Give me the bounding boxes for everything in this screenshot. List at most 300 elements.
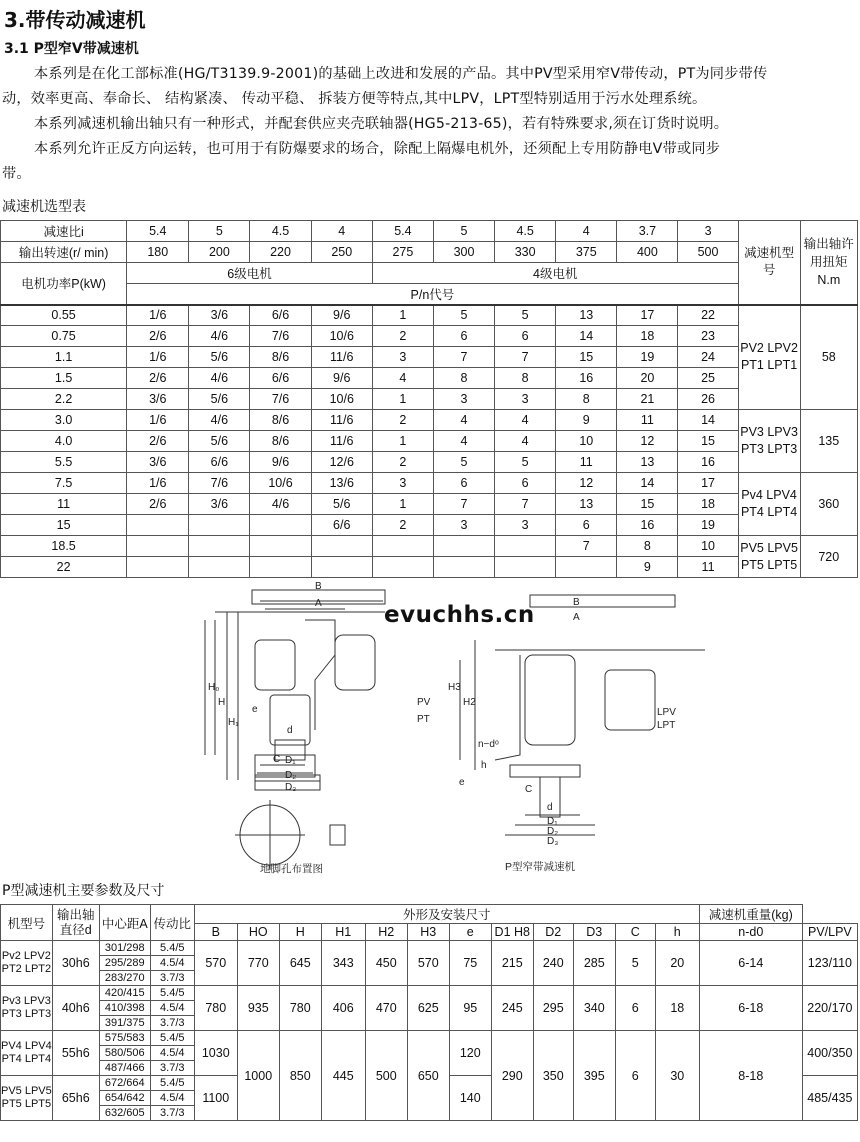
pn-code-cell <box>127 536 189 557</box>
pn-code-cell: 3/6 <box>127 389 189 410</box>
model-cell <box>738 305 800 410</box>
pn-code-cell: 5/6 <box>189 347 250 368</box>
pn-code-cell: 10 <box>678 536 738 557</box>
dim-label-D3: D₃ <box>285 782 297 793</box>
pn-code-cell: 6 <box>495 473 556 494</box>
HO-cell: 935 <box>237 986 279 1031</box>
e-cell: 95 <box>449 986 491 1031</box>
pn-code-cell: 16 <box>678 452 738 473</box>
H-cell: 645 <box>279 941 321 986</box>
pn-code-cell: 1 <box>372 494 433 515</box>
motor-4-pole: 4级电机 <box>372 263 738 284</box>
pn-code-cell: 25 <box>678 368 738 389</box>
pn-code-cell: 26 <box>678 389 738 410</box>
pn-code-cell: 1/6 <box>127 410 189 431</box>
dim-label-d-right: d <box>547 802 553 813</box>
pn-code-cell: 7/6 <box>189 473 250 494</box>
dimension-col-header: n-d0 <box>699 924 802 941</box>
model-line: PT5 LPT5 <box>740 557 798 572</box>
D1-cell: 215 <box>491 941 533 986</box>
H1-cell: 406 <box>321 986 365 1031</box>
dimension-col-header: C <box>615 924 655 941</box>
ratio-cell: 5.4/5 <box>150 986 194 1001</box>
pn-code-cell: 4 <box>495 410 556 431</box>
dim-label-nd0: n−dᵒ <box>478 739 499 750</box>
model-line: PV3 LPV3 <box>740 425 798 439</box>
pn-code-cell: 5 <box>495 305 556 326</box>
dim-label-D2-right: D₂ <box>547 826 559 837</box>
pn-code-cell: 23 <box>678 326 738 347</box>
model-line: PT3 LPT3 <box>1 1008 52 1020</box>
pn-code-cell <box>250 557 311 578</box>
dim-label-A-right: A <box>573 612 580 623</box>
pn-code-cell: 1 <box>372 389 433 410</box>
left-motor <box>335 635 375 690</box>
dim-label-C-right: C <box>525 784 533 795</box>
pn-code-cell: 6/6 <box>250 305 311 326</box>
dim-label-B: B <box>315 581 322 592</box>
pn-code-cell <box>372 536 433 557</box>
pn-code-cell: 12 <box>556 473 617 494</box>
speed-cell: 180 <box>127 242 189 263</box>
dimension-col-header: D1 H8 <box>491 924 533 941</box>
model-cell <box>1 986 53 1031</box>
pn-code-cell <box>127 515 189 536</box>
pn-code-cell: 11/6 <box>311 431 372 452</box>
pn-code-cell: 6 <box>556 515 617 536</box>
nd0-cell: 6-14 <box>699 941 802 986</box>
pn-code-cell: 9 <box>556 410 617 431</box>
pn-code-cell: 10 <box>556 431 617 452</box>
center-cell: 283/270 <box>99 971 150 986</box>
ratio-cell: 3.7/3 <box>150 971 194 986</box>
ratio-cell: 4 <box>311 221 372 242</box>
dim-label-e: e <box>252 704 258 715</box>
pn-code-cell: 17 <box>617 305 678 326</box>
pn-code-cell: 14 <box>678 410 738 431</box>
pn-code-cell: 2/6 <box>127 431 189 452</box>
pn-code-cell: 6/6 <box>189 452 250 473</box>
ratio-cell: 5 <box>189 221 250 242</box>
pn-code-cell: 18 <box>617 326 678 347</box>
pn-code-cell: 3 <box>433 515 494 536</box>
model-line: Pv3 LPV3 <box>1 995 51 1007</box>
nd0-cell: 6-18 <box>699 986 802 1031</box>
speed-cell: 300 <box>433 242 494 263</box>
ratio-cell: 4.5/4 <box>150 956 194 971</box>
pn-code-cell: 11 <box>617 410 678 431</box>
pn-code-cell <box>433 536 494 557</box>
pn-code-cell: 5/6 <box>189 431 250 452</box>
pn-code-cell: 13 <box>556 494 617 515</box>
dimension-col-header: H1 <box>321 924 365 941</box>
pn-code-cell <box>372 557 433 578</box>
ratio-cell: 3 <box>678 221 738 242</box>
speed-cell: 275 <box>372 242 433 263</box>
model-header <box>738 221 800 305</box>
ratio-cell: 5 <box>433 221 494 242</box>
ratio-header: 减速比i <box>1 221 127 242</box>
pn-code-header: P/n代号 <box>127 284 738 305</box>
pn-code-cell: 5 <box>433 305 494 326</box>
pn-code-cell: 4/6 <box>189 410 250 431</box>
pn-code-cell <box>189 515 250 536</box>
H-cell: 850 <box>279 1031 321 1121</box>
pn-code-cell <box>189 557 250 578</box>
left-caption: 地脚孔布置图 <box>260 863 323 875</box>
B-cell: 780 <box>194 986 237 1031</box>
dimension-col-header: e <box>449 924 491 941</box>
shaft-cell: 55h6 <box>52 1031 99 1076</box>
pn-code-cell: 12/6 <box>311 452 372 473</box>
D2-cell: 295 <box>533 986 573 1031</box>
shaft-header: 输出轴直径d <box>52 905 99 941</box>
C-cell: 6 <box>615 986 655 1031</box>
pn-code-cell: 22 <box>678 305 738 326</box>
center-cell: 632/605 <box>99 1106 150 1121</box>
pn-code-cell: 3 <box>495 389 556 410</box>
dimension-col-header: H <box>279 924 321 941</box>
ratio-cell: 4.5 <box>250 221 311 242</box>
section-heading: 3.带传动减速机 <box>4 8 146 32</box>
pn-code-cell: 7/6 <box>250 389 311 410</box>
model-line: PT4 LPT4 <box>740 505 798 519</box>
model-cell <box>738 473 800 536</box>
pn-code-cell: 8/6 <box>250 347 311 368</box>
B-cell: 570 <box>194 941 237 986</box>
e-cell: 120 <box>449 1031 491 1076</box>
pn-code-cell: 3 <box>433 389 494 410</box>
power-cell: 4.0 <box>1 431 127 452</box>
dimension-col-header: H3 <box>407 924 449 941</box>
model-line: PT2 LPT2 <box>1 963 52 975</box>
pn-code-cell: 4 <box>372 368 433 389</box>
ratio-header: 传动比 <box>150 905 194 941</box>
power-cell: 0.75 <box>1 326 127 347</box>
selection-table-title: 减速机选型表 <box>2 199 86 215</box>
ratio-cell: 3.7 <box>617 221 678 242</box>
motor-6-pole: 6级电机 <box>127 263 373 284</box>
dim-label-D1-right: D₁ <box>547 816 558 827</box>
ratio-cell: 5.4/5 <box>150 1076 194 1091</box>
right-motor <box>605 670 655 730</box>
paragraph-line: 带。 <box>2 166 31 182</box>
power-header: 电机功率P(kW) <box>1 263 127 305</box>
H2-cell: 450 <box>365 941 407 986</box>
pn-code-cell: 7 <box>556 536 617 557</box>
pn-code-cell: 9/6 <box>311 368 372 389</box>
dim-label-D3-right: D₃ <box>547 836 559 847</box>
dim-label-D2: D₂ <box>285 770 297 781</box>
dim-label-H3: H3 <box>448 682 461 693</box>
torque-cell: 135 <box>800 410 857 473</box>
dim-label-e-right: e <box>459 777 465 788</box>
watermark: evuchhs.cn <box>384 602 535 628</box>
dim-label-d: d <box>287 725 293 736</box>
model-line: PT3 LPT3 <box>740 442 798 456</box>
pn-code-cell: 14 <box>617 473 678 494</box>
ratio-cell: 3.7/3 <box>150 1061 194 1076</box>
power-cell: 18.5 <box>1 536 127 557</box>
H-cell: 780 <box>279 986 321 1031</box>
speed-cell: 200 <box>189 242 250 263</box>
pn-code-cell <box>311 536 372 557</box>
dimension-col-header: B <box>194 924 237 941</box>
H1-cell: 343 <box>321 941 365 986</box>
H1-cell: 445 <box>321 1031 365 1121</box>
pn-code-cell: 17 <box>678 473 738 494</box>
pn-code-cell: 1/6 <box>127 347 189 368</box>
power-cell: 22 <box>1 557 127 578</box>
H2-cell: 470 <box>365 986 407 1031</box>
h-cell: 30 <box>655 1031 699 1121</box>
ratio-cell: 4.5/4 <box>150 1046 194 1061</box>
pn-code-cell: 8 <box>556 389 617 410</box>
dim-label-H1: H₁ <box>228 717 239 728</box>
pn-code-cell: 6 <box>495 326 556 347</box>
pn-code-cell: 3/6 <box>127 452 189 473</box>
dim-label-A: A <box>315 598 322 609</box>
ratio-cell: 4.5 <box>495 221 556 242</box>
center-cell: 420/415 <box>99 986 150 1001</box>
model-cell <box>738 410 800 473</box>
paragraph-line: 动，效率更高、奉命长、 结构紧凑、 传动平稳、 拆装方便等特点,其中LPV，LPT型特别适用于污水处理系统。 <box>2 91 707 107</box>
paragraph-line: 本系列减速机输出轴只有一种形式，并配套供应夹壳联轴器(HG5-213-65)，若有特殊要求,须在订货时说明。 <box>34 116 729 132</box>
pn-code-cell: 1 <box>372 431 433 452</box>
pn-code-cell: 3/6 <box>189 305 250 326</box>
dim-label-h: h <box>481 760 487 771</box>
model-line: PT5 LPT5 <box>1 1098 52 1110</box>
pn-code-cell: 13 <box>617 452 678 473</box>
power-cell: 5.5 <box>1 452 127 473</box>
pn-code-cell: 5/6 <box>311 494 372 515</box>
pn-code-cell: 7/6 <box>250 326 311 347</box>
pn-code-cell: 7 <box>495 494 556 515</box>
pn-code-cell: 11 <box>556 452 617 473</box>
e-cell: 140 <box>449 1076 491 1121</box>
pn-code-cell <box>127 557 189 578</box>
model-label-lpv: LPV <box>657 707 676 718</box>
pn-code-cell: 10/6 <box>311 389 372 410</box>
speed-cell: 375 <box>556 242 617 263</box>
weight-cell: 220/170 <box>802 986 857 1031</box>
center-cell: 580/506 <box>99 1046 150 1061</box>
D2-cell: 350 <box>533 1031 573 1121</box>
HO-cell: 1000 <box>237 1031 279 1121</box>
D1-cell: 245 <box>491 986 533 1031</box>
dimension-col-header: PV/LPV <box>802 924 857 941</box>
pn-code-cell: 4 <box>495 431 556 452</box>
pn-code-cell: 4 <box>433 431 494 452</box>
ratio-cell: 3.7/3 <box>150 1016 194 1031</box>
D2-cell: 240 <box>533 941 573 986</box>
pn-code-cell: 21 <box>617 389 678 410</box>
pn-code-cell <box>189 536 250 557</box>
torque-header <box>800 221 857 305</box>
model-header-text: 减速机型号 <box>744 246 795 278</box>
pn-code-cell: 8 <box>495 368 556 389</box>
pn-code-cell: 11/6 <box>311 347 372 368</box>
center-cell: 654/642 <box>99 1091 150 1106</box>
HO-cell: 770 <box>237 941 279 986</box>
pn-code-cell: 18 <box>678 494 738 515</box>
power-cell: 7.5 <box>1 473 127 494</box>
pn-code-cell: 2/6 <box>127 494 189 515</box>
D3-cell: 340 <box>573 986 615 1031</box>
pn-code-cell <box>433 557 494 578</box>
pn-code-cell <box>556 557 617 578</box>
C-cell: 6 <box>615 1031 655 1121</box>
ratio-cell: 4.5/4 <box>150 1001 194 1016</box>
pn-code-cell: 2/6 <box>127 326 189 347</box>
speed-cell: 330 <box>495 242 556 263</box>
torque-cell: 720 <box>800 536 857 578</box>
power-cell: 2.2 <box>1 389 127 410</box>
pn-code-cell: 6 <box>433 326 494 347</box>
model-cell <box>1 1076 53 1121</box>
pn-code-cell: 9/6 <box>311 305 372 326</box>
dimension-col-header: D2 <box>533 924 573 941</box>
center-cell: 575/583 <box>99 1031 150 1046</box>
dim-label-D1: D₁ <box>285 755 296 766</box>
pn-code-cell: 15 <box>617 494 678 515</box>
center-header: 中心距A <box>99 905 150 941</box>
speed-cell: 220 <box>250 242 311 263</box>
pn-code-cell: 3 <box>495 515 556 536</box>
pn-code-cell: 13/6 <box>311 473 372 494</box>
dim-label-H0: H₀ <box>208 682 220 693</box>
model-cell <box>1 941 53 986</box>
model-line: Pv2 LPV2 <box>1 950 51 962</box>
pn-code-cell: 5/6 <box>189 389 250 410</box>
dimension-table <box>0 904 858 1121</box>
dimension-col-header: H2 <box>365 924 407 941</box>
speed-cell: 500 <box>678 242 738 263</box>
torque-header-text: 输出轴许用扭矩N.m <box>803 237 854 288</box>
dim-label-C: C <box>273 754 281 765</box>
dim-label-H: H <box>218 697 226 708</box>
pn-code-cell: 2 <box>372 452 433 473</box>
model-line: PT1 LPT1 <box>740 358 798 373</box>
torque-cell: 58 <box>800 305 857 410</box>
ratio-cell: 5.4 <box>127 221 189 242</box>
left-motor-housing <box>255 640 295 690</box>
pn-code-cell: 6/6 <box>250 368 311 389</box>
model-line: PV2 LPV2 <box>740 341 798 356</box>
pn-code-cell: 2 <box>372 515 433 536</box>
right-caption: P型窄带减速机 <box>505 861 576 873</box>
speed-cell: 400 <box>617 242 678 263</box>
subsection-heading: 3.1 P型窄V带减速机 <box>4 41 139 57</box>
pn-code-cell: 14 <box>556 326 617 347</box>
ratio-cell: 3.7/3 <box>150 1106 194 1121</box>
pn-code-cell: 7 <box>433 347 494 368</box>
pn-code-cell: 2 <box>372 326 433 347</box>
B-cell: 1030 <box>194 1031 237 1076</box>
weight-cell: 485/435 <box>802 1076 857 1121</box>
center-cell: 295/289 <box>99 956 150 971</box>
model-line: PT4 LPT4 <box>1 1053 52 1065</box>
D3-cell: 285 <box>573 941 615 986</box>
dimension-table-title: P型减速机主要参数及尺寸 <box>2 883 165 899</box>
pn-code-cell: 1 <box>372 305 433 326</box>
pn-code-cell: 11 <box>678 557 738 578</box>
ratio-cell: 4.5/4 <box>150 1091 194 1106</box>
center-cell: 301/298 <box>99 941 150 956</box>
dimension-col-header: HO <box>237 924 279 941</box>
pn-code-cell: 3 <box>372 347 433 368</box>
pn-code-cell <box>495 536 556 557</box>
power-cell: 15 <box>1 515 127 536</box>
pn-code-cell: 3/6 <box>189 494 250 515</box>
speed-cell: 250 <box>311 242 372 263</box>
right-motor-housing <box>525 655 575 745</box>
shaft-cell: 65h6 <box>52 1076 99 1121</box>
pn-code-cell: 2/6 <box>127 368 189 389</box>
weight-header: 减速机重量(kg) <box>699 905 802 924</box>
power-cell: 3.0 <box>1 410 127 431</box>
model-cell <box>1 1031 53 1076</box>
model-cell <box>738 536 800 578</box>
pn-code-cell: 8/6 <box>250 410 311 431</box>
weight-cell: 123/110 <box>802 941 857 986</box>
power-cell: 11 <box>1 494 127 515</box>
power-cell: 1.1 <box>1 347 127 368</box>
model-label-pv: PV <box>417 697 431 708</box>
weight-cell: 400/350 <box>802 1031 857 1076</box>
center-cell: 487/466 <box>99 1061 150 1076</box>
pn-code-cell: 2 <box>372 410 433 431</box>
pn-code-cell: 15 <box>678 431 738 452</box>
pn-code-cell: 9 <box>617 557 678 578</box>
pn-code-cell: 8/6 <box>250 431 311 452</box>
pn-code-cell: 8 <box>617 536 678 557</box>
selection-table <box>0 220 858 578</box>
outline-header: 外形及安装尺寸 <box>194 905 699 924</box>
center-cell: 410/398 <box>99 1001 150 1016</box>
ratio-cell: 5.4/5 <box>150 1031 194 1046</box>
ratio-cell: 5.4/5 <box>150 941 194 956</box>
torque-cell: 360 <box>800 473 857 536</box>
power-cell: 0.55 <box>1 305 127 326</box>
C-cell: 5 <box>615 941 655 986</box>
pn-code-cell: 24 <box>678 347 738 368</box>
pn-code-cell: 5 <box>433 452 494 473</box>
pn-code-cell: 1/6 <box>127 473 189 494</box>
center-cell: 391/375 <box>99 1016 150 1031</box>
pn-code-cell: 8 <box>433 368 494 389</box>
nd0-cell: 8-18 <box>699 1031 802 1121</box>
ratio-cell: 4 <box>556 221 617 242</box>
pn-code-cell: 11/6 <box>311 410 372 431</box>
pn-code-cell: 15 <box>556 347 617 368</box>
model-header: 机型号 <box>1 905 53 941</box>
ratio-cell: 5.4 <box>372 221 433 242</box>
power-cell: 1.5 <box>1 368 127 389</box>
pn-code-cell: 19 <box>617 347 678 368</box>
pn-code-cell <box>311 557 372 578</box>
pn-code-cell: 7 <box>495 347 556 368</box>
pn-code-cell <box>250 515 311 536</box>
pn-code-cell: 13 <box>556 305 617 326</box>
model-label-lpt: LPT <box>657 720 676 731</box>
pn-code-cell: 19 <box>678 515 738 536</box>
pn-code-cell: 16 <box>556 368 617 389</box>
dim-label-B-right: B <box>573 597 580 608</box>
pn-code-cell: 1/6 <box>127 305 189 326</box>
pn-code-cell: 9/6 <box>250 452 311 473</box>
h-cell: 18 <box>655 986 699 1031</box>
